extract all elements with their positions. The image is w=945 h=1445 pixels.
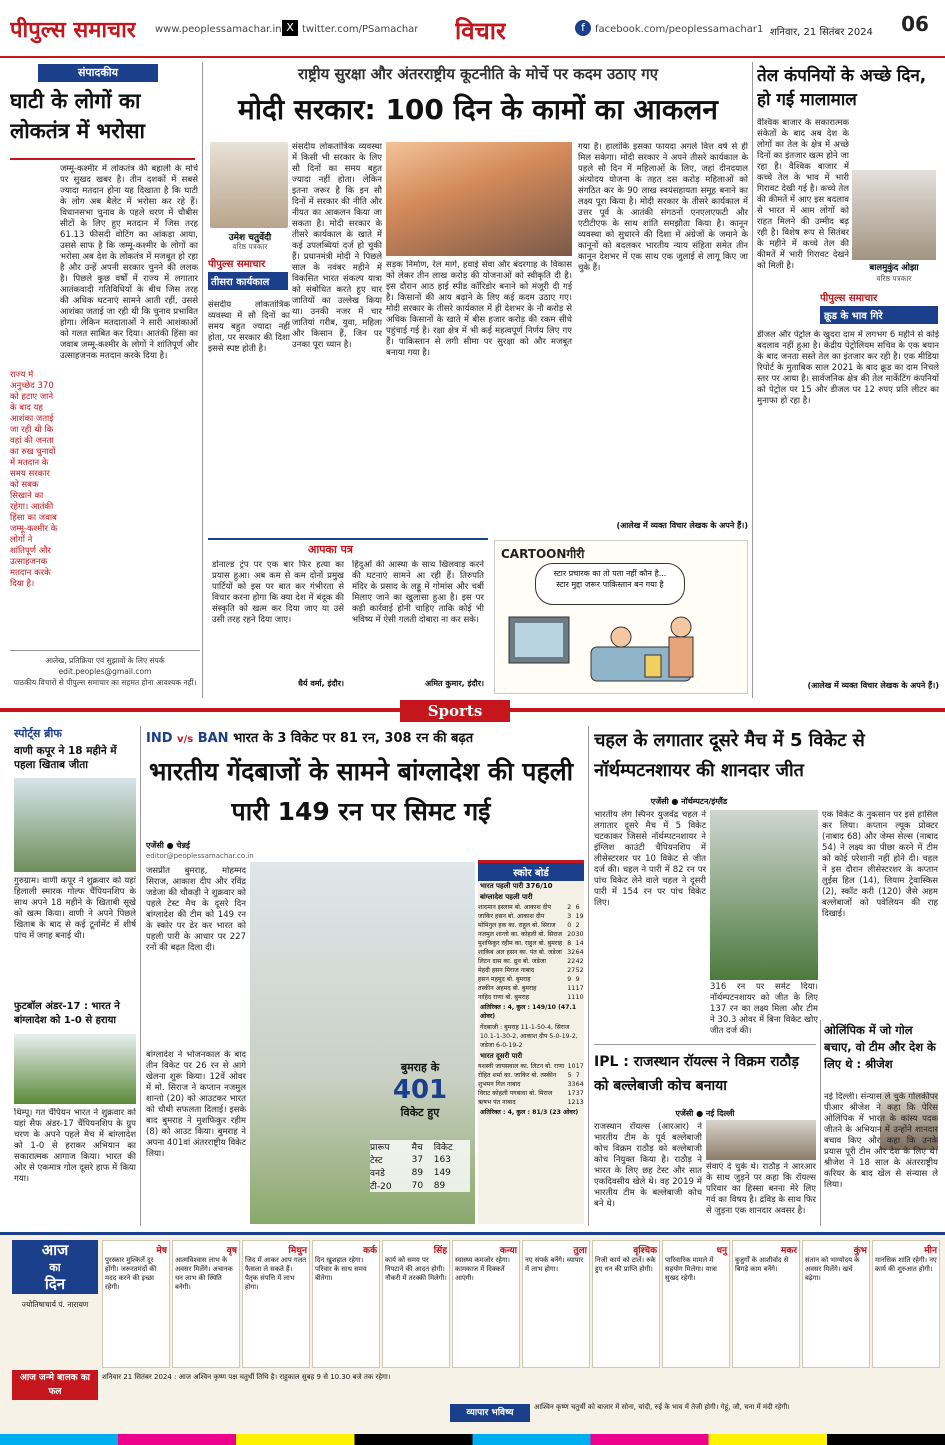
brief-2-headline: फुटबॉल अंडर-17 : भारत ने बांग्लादेश को 1-0 से हराया	[14, 1001, 120, 1026]
score-row	[478, 1071, 584, 1080]
scoreboard-table	[478, 903, 584, 1002]
score-cell: मेहदी हसन मिराज नाबाद	[478, 967, 535, 974]
score-cell: मोमिनुल हक का. राहुल बो. सिराज	[478, 922, 556, 929]
score-cell: 17	[575, 985, 584, 992]
sign-text: नए संपर्क बनेंगे। व्यापार में लाभ होगा।	[525, 1256, 584, 1273]
cartoon-drawing	[495, 607, 748, 693]
score-cell: नाहिद राणा बो. बुमराह	[478, 994, 530, 1001]
sign-name: मीन	[924, 1246, 937, 1256]
brief-1-body: गुरुग्राम। वाणी कपूर ने शुक्रवार को यहां हिलाली स्मारक गोल्फ चैंपियनशिप के साथ अपने 18 महीने के खिताबी सूखे को खत्म किया। वाणी ने अपने पिछले खिताब के बाद से कई टूर्नामेंट में शीर्ष पांच में जगह बनाई थी।	[14, 876, 136, 941]
score-cell: 64	[575, 1081, 584, 1088]
scoreboard-bowling: गेंदबाजी : बुमराह 11-1-50-4, सिराज 10.1-1-30-2, आकाश दीप 5-0-19-2, जडेजा 6-0-19-2	[480, 1024, 578, 1049]
facebook-handle[interactable]: facebook.com/peoplessamachar1	[595, 24, 764, 35]
score-cell: शुभमन गिल नाबाद	[478, 1081, 521, 1088]
rathour-body-2: सेवाएं दे चुके थे। राठौड़ ने आरआर के साथ जुड़ने पर कहा कि रॉयल्स परिवार का हिस्सा बनना मेरे लिए गर्व का विषय है। द्रविड़ के साथ फिर से जुड़ना एक शानदार अवसर है।	[706, 1162, 816, 1216]
bumrah-stats	[370, 1140, 470, 1192]
main-col1: संसदीय लोकतांत्रिक व्यवस्था में किसी भी सरकार के लिए सौ दिनों का समय बहुत ज्यादा नहीं होता। लेकिन इतना जरूर है कि इन सौ दिनों में सरकार की नीति और नीयत का आकलन किया जा सकता है। मोदी सरकार के तीसरे कार्यकाल के खाते में कई उपलब्धियां दर्ज हो चुकी हैं। प्रधानमंत्री मोदी ने पिछले साल के नवंबर महीने में विकसित भारत संकल्प यात्रा को संबोधित करते हुए चार जातियों का उल्लेख किया था। उनकी नजर में चार जातियां गरीब, युवा, महिला और किसान हैं, जिन पर उनका पूरा ध्यान है।	[292, 142, 382, 350]
score-cell: शादमान इस्लाम बो. आकाश दीप	[478, 904, 552, 911]
olympic-body: नई दिल्ली। संन्यास ले चुके गोलकीपर पीआर श्रीजेश ने कहा कि पेरिस ओलिंपिक में भारत के कांस्य पदक जीतने के अभियान में उन्होंने शानदार बचाव किए और कहा कि उनके प्रयास पूरी टीम और देश के लिए थे। श्रीजेश ने 18 साल के अंतरराष्ट्रीय करियर के बाद खेल से संन्यास ले लिया।	[824, 1092, 938, 1190]
score-cell: 8	[567, 940, 572, 947]
letters-title: आपका पत्र	[308, 543, 353, 556]
sign-name: कन्या	[499, 1246, 517, 1256]
twitter-handle[interactable]: twitter.com/PSamachar	[302, 24, 419, 35]
masthead	[0, 0, 945, 58]
score-row	[478, 966, 584, 975]
stats-cell: 89	[433, 1180, 446, 1191]
sign-text: स्वास्थ्य कमजोर रहेगा। कामकाज में दिक्कतें आएंगी।	[455, 1256, 510, 1282]
sign-text: कार्य को समय पर निपटाने की आदत होगी। नौकरी में तरक्की मिलेगी।	[385, 1256, 447, 1282]
sports-body-1: जसप्रीत बुमराह, मोहम्मद सिराज, आकाश दीप और रविंद्र जडेजा की चौकड़ी ने शुक्रवार को पहले टेस्ट मैच के दूसरे दिन बांग्लादेश की टीम को 149 रन के स्कोर पर ढेर कर भारत को पहली पारी के आधार पर 227 रनों की बढ़त दिला दी।	[146, 866, 246, 953]
main-byline: (आलेख में व्यक्त विचार लेखक के अपने हैं।)	[616, 521, 748, 530]
stats-cell: टी-20	[370, 1182, 392, 1192]
main-col2: सड़क निर्माण, रेल मार्ग, हवाई सेवा और बंदरगाह के विकास को लेकर तीन लाख करोड़ की योजनाओं को स्वीकृति दी है। इस दौरान आठ हाई स्पीड कॉरिडोर बनाने को मंजूरी दी गई है। किसानों की आय बढ़ाने के लिए कई कदम उठाए गए। मोदी सरकार के तीसरे कार्यकाल में ही देशभर के नौ करोड़ से अधिक किसानों के खाते में बीस हजार करोड़ की रकम सीधे पहुंचाई गई है। रक्षा क्षेत्र में भी कई महत्वपूर्ण निर्णय लिए गए हैं। पाकिस्तान से लगी सीमा पर सुरक्षा को और मजबूत बनाया गया है।	[386, 260, 572, 358]
sign-cell	[452, 1240, 520, 1368]
caption-bottom: विकेट हुए	[400, 1106, 440, 1119]
sign-cell	[592, 1240, 660, 1368]
score-row	[478, 984, 584, 993]
score-row	[478, 1089, 584, 1098]
stats-cell: विकेट	[433, 1143, 453, 1153]
sign-name: कुंभ	[853, 1246, 867, 1256]
editorial-footer	[10, 650, 200, 698]
stats-row	[370, 1166, 470, 1179]
score-cell: शाकिब अल हसन का. पंत बो. जडेजा	[478, 949, 562, 956]
chahal-headline: चहल के लगातार दूसरे मैच में 5 विकेट से नॉर्थम्पटनशायर की शानदार जीत	[594, 730, 865, 781]
sports-banner: Sports	[400, 700, 510, 722]
cartoon-bubble	[535, 563, 685, 605]
football-photo	[14, 1034, 136, 1104]
chahal-body-2: 316 रन पर समेट दिया। नॉर्थम्पटनशायर को जीत के लिए 137 रन का लक्ष्य मिला और टीम ने 30.3 ओवर में बिना विकेट खोए जीत दर्ज की।	[710, 982, 818, 1036]
editorial-headline: घाटी के लोगों का लोकतंत्र में भरोसा	[10, 89, 145, 143]
divider	[588, 726, 589, 1226]
sign-name: सिंह	[433, 1246, 447, 1256]
sign-text: बुजुर्गों के आशीर्वाद से बिगड़े काम बनेंगे।	[735, 1256, 789, 1273]
site-url[interactable]: www.peoplessamachar.in	[155, 24, 282, 35]
score-cell: 13	[575, 1099, 584, 1106]
score-cell: हसन महमूद बो. बुमराह	[478, 976, 531, 983]
sports-body-2: बांग्लादेश ने भोजनकाल के बाद तीन विकेट पर 26 रन से आगे खेलना शुरू किया। 12वें ओवर में मो. सिराज ने कप्तान नजमुल शान्तो (20) को आउटकर भारत को चौथी सफलता दिलाई। इसके बाद बुमराह ने मुशफिकुर रहीम (8) को आउट किया। बुमराह ने अपना 401वां अंतरराष्ट्रीय विकेट लिया।	[146, 1050, 246, 1159]
sign-cell	[662, 1240, 730, 1368]
sign-cell	[732, 1240, 800, 1368]
caption-number: 401	[392, 1075, 448, 1105]
score-row	[478, 948, 584, 957]
section-title: विचार	[455, 17, 506, 45]
sign-text: निजी कार्य को टालें। रुके हुए धन की प्राप्ति होगी।	[595, 1256, 656, 1273]
score-cell: 5	[567, 1072, 572, 1079]
page-number: 06	[901, 12, 929, 36]
cartoon-box	[494, 540, 748, 694]
woman-body	[669, 637, 693, 677]
title-word: का	[49, 1261, 61, 1274]
golfer-photo	[14, 778, 136, 872]
main-photo	[386, 142, 572, 256]
stats-cell: प्रारूप	[370, 1143, 390, 1153]
score-cell: 22	[567, 958, 576, 965]
score-cell: 10	[575, 994, 584, 1001]
score-cell: 14	[575, 940, 584, 947]
score-cell: 11	[567, 994, 576, 1001]
bubble-text-2: स्टार मुद्दा जरूर पाकिस्तान बन गया है	[556, 580, 664, 589]
sign-text: आत्मविश्वास लाभ के अवसर मिलेंगे। अचानक धन लाभ की स्थिति बनेगी।	[175, 1256, 233, 1291]
editorial-body: जम्मू-कश्मीर में लोकतंत्र की बहाली के मोर्चे पर सुखद खबर है। तीन दशकों में सबसे ज्यादा मतदान होना यह दिखाता है कि घाटी के लोग अब बैलेट में भरोसा कर रहे हैं। विधानसभा चुनाव के पहले चरण में चौबीस सीटों के लिए हुए मतदान में जिस तरह 61.13 फीसदी वोटिंग का आंकड़ा आया, उससे साफ है कि जम्मू-कश्मीर के लोगों का भरोसा अब देश के लोकतंत्र में मजबूत हो रहा है और उन्हें अपनी सरकार चुनने की ललक है। पिछले कुछ वर्षों में राज्य में लगातार आतंकवादी गतिविधियों के बीच जिस तरह की अधिक घटनाएं सामने आती रहीं, उससे आशंका जताई जा रही थी कि चुनाव प्रभावित होगा। लेकिन मतदाताओं ने सारी आशंकाओं को गलत साबित कर दिया। आतंकी हिंसा का जवाब जम्मू-कश्मीर के लोगों ने शांतिपूर्ण और उत्साहजनक मतदान करके दिया है।	[60, 164, 198, 361]
scoreboard-table	[478, 1062, 584, 1107]
sign-name: मेष	[156, 1246, 167, 1256]
oil-body-2: डीजल और पेट्रोल के खुदरा दाम में लगभग 6 महीने से कोई बदलाव नहीं हुआ है। केंद्रीय पेट्रोलियम सचिव के एक बयान के बाद जनता सस्ते तेल का इंतजार कर रही है। एक मीडिया रिपोर्ट के मुताबिक साल 2021 के बाद क्रूड का दाम निचले स्तर पर आया है। सार्वजनिक क्षेत्र की तेल मार्केटिंग कंपनियों को पेट्रोल पर 15 और डीजल पर 12 रुपए प्रति लीटर का मुनाफा हो रहा है।	[757, 330, 939, 406]
score-row	[478, 930, 584, 939]
scoreboard-title: स्कोर बोर्ड	[478, 863, 584, 881]
business-text: आश्विन कृष्ण चतुर्थी को बाजार में सोना, चांदी, रुई के भाव में तेजी होगी। गेहूं, जौ, चना में मंदी रहेगी।	[534, 1403, 790, 1411]
team-tag: BAN	[197, 731, 229, 746]
child	[645, 655, 661, 677]
stats-cell: वनडे	[370, 1169, 385, 1179]
score-cell: ऋषभ पंत नाबाद	[478, 1099, 516, 1106]
score-cell: 20	[567, 931, 576, 938]
scoreboard-team: भारत पहली पारी 376/10	[480, 882, 553, 890]
sign-text: दिन खुशहाल रहेगा। परिवार के साथ समय बीतेगा।	[315, 1256, 367, 1282]
letter-2: हिंदुओं की आस्था के साथ खिलवाड़ करने की घटनाएं सामने आ रही हैं। तिरुपति मंदिर के प्रसाद के लड्डू में गोमांस और चर्बी मिलाए जाने का खुलासा हुआ है। इस पर कड़ी कार्रवाई होनी चाहिए ताकि कोई भी भविष्य में ऐसी गलती दोबारा ना कर सके।	[352, 560, 484, 625]
score-row	[478, 993, 584, 1002]
divider	[752, 62, 753, 698]
chahal-body: भारतीय लेग स्पिनर युजवेंद्र चहल ने लगातार दूसरे मैच में 5 विकेट चटकाकर जिससे नॉर्थम्पटनशायर ने इंग्लिश काउंटी चैंपियनशिप में लीसेस्टरशर पर 10 विकेट से जीत दर्ज की। चहल ने पारी में 82 रन पर पांच विकेट लेने वाले चहल ने दूसरी पारी में 154 रन पर पांच विकेट लिए।	[594, 810, 706, 908]
score-cell: 2	[575, 922, 580, 929]
sign-name: मिथुन	[288, 1246, 307, 1256]
scoreboard-extras: अतिरिक्त : 4, कुल : 81/3 (23 ओवर)	[480, 1109, 579, 1116]
sign-text: पारिवारिक मामले में सहयोग मिलेगा। यात्रा सुखद रहेगी।	[665, 1256, 717, 1282]
score-cell: 33	[567, 1081, 576, 1088]
series-title: क्रूड के भाव गिरे	[820, 306, 938, 324]
sign-text: मानसिक शांति रहेगी। नए कार्य की शुरुआत होगी।	[875, 1256, 937, 1273]
woman-head	[671, 617, 691, 637]
title-word: दिन	[44, 1275, 66, 1293]
score-row	[478, 1098, 584, 1107]
score-cell: रोहित शर्मा का. जाकिर बो. तस्कीन	[478, 1072, 557, 1079]
sign-name: वृष	[226, 1246, 237, 1256]
scoreboard	[478, 860, 584, 1224]
twitter-icon: X	[282, 20, 298, 36]
score-row	[478, 975, 584, 984]
score-cell: 9	[575, 976, 580, 983]
series-box	[208, 256, 288, 292]
score-cell: लिटन दास का. ध्रुव बो. जडेजा	[478, 958, 547, 965]
brief-label: स्पोर्ट्स ब्रीफ	[14, 727, 62, 740]
oil-headline: तेल कंपनियों के अच्छे दिन, हो गई मालामाल	[757, 66, 927, 110]
chahal-body-right: एक विकेट के नुकसान पर इसे हासिल कर लिया। कप्तान ल्यूक प्रोक्टर (नाबाद 68) और जेम्स सेल्स (नाबाद 54) ने लक्ष्य का पीछा करने में टीम को कोई परेशानी नहीं होने दी। चहल ने इस दौरान लीसेस्टरशर के कप्तान लुईस हिल (14), लियाम ट्रेवास्किस (2), स्कॉट करी (120) जैसे अहम बल्लेबाजों को पवेलियन की राह दिखाई।	[822, 810, 938, 919]
divider	[820, 1020, 821, 1226]
sign-name: धनु	[716, 1246, 727, 1256]
score-cell: 0	[567, 922, 572, 929]
editorial-kicker: संपादकीय	[38, 64, 158, 82]
tv-screen	[515, 623, 563, 657]
author-photo	[210, 142, 288, 228]
score-cell: विराट कोहली पगबाधा बो. मिराज	[478, 1090, 553, 1097]
letters-box	[208, 538, 488, 694]
title-word: आज	[41, 1241, 69, 1259]
sign-name: मकर	[781, 1246, 797, 1256]
score-row	[478, 1062, 584, 1071]
sports-dateline: एजेंसी ● चेन्नई	[146, 841, 190, 850]
series-brand: पीपुल्स समाचार	[820, 293, 878, 304]
oil-author-role: वरिष्ठ पत्रकार	[876, 274, 912, 283]
divider	[140, 726, 141, 1226]
baby-label: आज जन्मे बालक का फल	[12, 1370, 98, 1400]
sign-name: वृश्चिक	[633, 1246, 657, 1256]
man-head	[611, 627, 631, 647]
brand-logo: पीपुल्स समाचार	[10, 18, 136, 43]
sign-cell	[382, 1240, 450, 1368]
oil-body: वैश्विक बाजार के सकारात्मक संकेतों के बाद अब देश के लोगों का तेल के क्षेत्र में अच्छे दिनों का इंतजार खत्म होने जा रहा है। वैश्विक बाजार में कच्चे तेल के भाव में भारी गिरावट देखी गई है। कच्चे तेल की कीमतें में आए इस बदलाव से भारत में आम लोगों को राहत मिलने की उम्मीद बढ़ रही है। विशेष रूप से सितंबर के महीने में कच्चे तेल की कीमतें में भारी गिरावट देखने को मिली है।	[757, 118, 849, 271]
cartoon-title: CARTOONगीरी	[501, 547, 585, 561]
score-cell: 7	[575, 1072, 580, 1079]
score-cell: 11	[567, 985, 576, 992]
main-headline: मोदी सरकार: 100 दिन के कामों का आकलन	[238, 93, 718, 126]
bubble-text-1: स्टार प्रचारक का तो पता नहीं कौन है...	[553, 569, 667, 578]
sign-text: जिद में आकर आप गलत फैसला ले सकते हैं। पैतृक संपत्ति में लाभ होगा।	[245, 1256, 307, 1291]
sign-cell	[172, 1240, 240, 1368]
footer-disclaimer: पाठकीय विचारों से पीपुल्स समाचार का सहमत होना आवश्यक नहीं।	[13, 678, 197, 687]
stats-cell: 37	[411, 1154, 424, 1165]
color-bar	[0, 1434, 945, 1445]
score-row	[478, 957, 584, 966]
score-cell: 17	[575, 1063, 584, 1070]
sign-cell	[522, 1240, 590, 1368]
main-col3: गया है। हालांकि इसका फायदा अगले वित्त वर्ष से ही मिल सकेगा। मोदी सरकार ने अपने तीसरे कार्यकाल के पहले सौ दिन में महिलाओं के लिए, जहां दीनदयाल अंत्योदय योजना के तहत दस करोड़ महिलाओं को संगठित कर के 90 लाख स्वयंसहायता समूह बनाने का लक्ष्य पूरा किया है। मोदी सरकार के तीसरे कार्यकाल में उत्तर पूर्व के आतंकी संगठनों एनएलएफटी और एटीटीएफ के साथ शांति समझौता किया है। कानून व्यवस्था को सुधारने की दिशा में अंग्रेजों के जमाने के कानूनों को बदलकर भारतीय न्याय संहिता समेत तीन कानून देशभर में एक साथ एक जुलाई से लागू किए जा चुके हैं।	[578, 142, 748, 273]
divider	[10, 158, 195, 160]
series-brand: पीपुल्स समाचार	[208, 259, 266, 270]
series-title: तीसरा कार्यकाल	[208, 272, 288, 290]
stats-cell: 149	[433, 1167, 451, 1178]
main-overline: राष्ट्रीय सुरक्षा और अंतरराष्ट्रीय कूटनीति के मोर्चे पर कदम उठाए गए	[297, 65, 659, 83]
chahal-dateline: एजेंसी ● नॉर्थम्पटन/इंग्लैंड	[650, 797, 728, 806]
vs-tag: v/s	[177, 734, 194, 745]
olympic-headline: ओलिंपिक में जो गोल बचाए, वो टीम और देश के लिए थे : श्रीजेश	[824, 1023, 936, 1071]
score-cell: 3	[567, 913, 572, 920]
author-role: वरिष्ठ पत्रकार	[232, 242, 268, 251]
score-cell: 2	[567, 904, 572, 911]
score-cell: 6	[575, 904, 580, 911]
sign-text: पुरस्कार मुश्किलें दूर होंगी। जरूरतमंदों की मदद करने की इच्छा रहेगी।	[105, 1256, 157, 1291]
business-label: व्यापार भविष्य	[450, 1404, 530, 1422]
score-cell: 42	[575, 958, 584, 965]
team-tag: IND	[146, 731, 173, 746]
brief-2-body: थिम्पू। गत चैंपियन भारत ने शुक्रवार को यहां सैफ अंडर-17 चैंपियनशिप के ग्रुप चरण के अपने पहले मैच में बांग्लादेश को 1-0 से हराकर अभियान का सकारात्मक आगाज किया। भारत की ओर से एकमात्र गोल दूसरे हाफ में किया गया।	[14, 1108, 136, 1184]
letter-1-sign: धैर्य वर्मा, इंदौर।	[297, 679, 344, 688]
author-name: उमेश चतुर्वेदी	[228, 233, 272, 243]
sign-name: तुला	[573, 1246, 587, 1256]
horoscope-title	[12, 1240, 98, 1294]
stats-row	[370, 1153, 470, 1166]
stats-header	[370, 1140, 470, 1153]
issue-date: शनिवार, 21 सितंबर 2024	[770, 27, 873, 38]
score-cell: 64	[575, 949, 584, 956]
score-cell: 12	[567, 1099, 576, 1106]
photo-caption	[370, 1060, 470, 1120]
match-line	[146, 728, 576, 748]
caption-top: बुमराह के	[400, 1061, 440, 1074]
rathour-body: राजस्थान रॉयल्स (आरआर) ने भारतीय टीम के पूर्व बल्लेबाजी कोच विक्रम राठौड़ को बल्लेबाजी कोच नियुक्त किया है। राठौड़ ने भारत के लिए छह टेस्ट और सात एकदिवसीय खेले थे। वह 2019 में भारतीय टीम के बल्लेबाजी कोच बने थे।	[594, 1122, 702, 1209]
sign-cell	[802, 1240, 870, 1368]
sign-name: कर्क	[363, 1246, 377, 1256]
rathour-dateline: एजेंसी ● नई दिल्ली	[675, 1109, 735, 1118]
score-row	[478, 912, 584, 921]
footer-line: आलेख, प्रतिक्रिया एवं सुझावों के लिए संपर्क	[45, 656, 165, 665]
score-cell: 27	[567, 967, 576, 974]
score-row	[478, 903, 584, 912]
rathour-photo	[706, 1120, 816, 1160]
scoreboard-extras: अतिरिक्त : 4, कुल : 149/10 (47.1 ओवर)	[480, 1004, 577, 1020]
oil-author-name: बालमुकुंद ओझा	[869, 263, 919, 273]
score-cell: 19	[575, 913, 584, 920]
divider	[202, 62, 203, 698]
stats-cell: टेस्ट	[370, 1156, 383, 1166]
footer-email[interactable]: edit.peoples@gmail.com	[58, 667, 152, 676]
oil-byline: (आलेख में व्यक्त विचार लेखक के अपने हैं।)	[807, 681, 939, 690]
scoreboard-team: भारत दूसरी पारी	[480, 1052, 523, 1060]
divider	[594, 1044, 816, 1045]
rathour-headline: IPL : राजस्थान रॉयल्स ने विक्रम राठौड़ को बल्लेबाजी कोच बनाया	[594, 1054, 799, 1094]
score-cell: 37	[575, 1090, 584, 1097]
score-cell: 52	[575, 967, 584, 974]
main-col1-bottom: संसदीय लोकतांत्रिक व्यवस्था में सौ दिनों का समय बहुत ज्यादा नहीं होता, पर सरकार की दिशा इससे स्पष्ट होती है।	[208, 300, 290, 354]
sports-email[interactable]: editor@peoplessamachar.co.in	[146, 852, 254, 860]
editorial-pullquote: राज्य में अनुच्छेद 370 को हटाए जाने के बाद यह आशंका जताई जा रही थी कि वहां की जनता का रुख चुनावों में मतदान के समय सरकार को सबक सिखाने का रहेगा। आतंकी हिंसा का जवाब जम्मू-कश्मीर के लोगों ने शांतिपूर्ण और उत्साहजनक मतदान करके दिया है।	[10, 370, 58, 589]
sign-grid	[102, 1240, 940, 1368]
brief-1-headline: वाणी कपूर ने 18 महीने में पहला खिताब जीता	[14, 745, 117, 771]
letter-1: डोनाल्ड ट्रंप पर एक बार फिर हत्या का प्रयास हुआ। अब कम से कम दोनों प्रमुख पार्टियों को इस पर बात कर गंभीरता से विचार करना होगा कि क्या देश में बंदूक की संस्कृति को खत्म कर दिया जाए या उसे उसी तरह रहने दिया जाए।	[212, 560, 344, 625]
scoreboard-team: बांग्लादेश पहली पारी	[480, 893, 533, 901]
score-cell: 9	[567, 976, 572, 983]
panchang: शनिवार 21 सितंबर 2024 : आज अश्विन कृष्ण पक्ष चतुर्थी तिथि है। राहुकाल सुबह 9 से 10.30 बजे तक रहेगा।	[102, 1373, 391, 1381]
score-cell: 17	[567, 1090, 576, 1097]
stats-cell: 70	[411, 1180, 424, 1191]
sign-text: संतान को भाग्योदय के अवसर मिलेंगे। खर्च बढ़ेगा।	[805, 1256, 860, 1282]
oil-series-box	[820, 290, 938, 326]
score-cell: यशस्वी जायसवाल का. लिटन बो. राणा	[478, 1063, 565, 1070]
letter-2-sign: अमित कुमार, इंदौर।	[425, 679, 484, 688]
score-cell: 10	[567, 1063, 576, 1070]
score-cell: मुशफिकुर रहीम का. राहुल बो. बुमराह	[478, 940, 563, 947]
stats-cell: 89	[411, 1167, 424, 1178]
sign-cell	[312, 1240, 380, 1368]
facebook-icon: f	[575, 20, 591, 36]
sign-cell	[102, 1240, 170, 1368]
stats-row	[370, 1179, 470, 1192]
chahal-photo	[710, 810, 818, 980]
astrologer-name: ज्योतिषाचार्य पं. नारायण	[21, 1300, 89, 1309]
stats-cell: मैच	[411, 1143, 423, 1153]
score-cell: तस्कीन अहमद बो. बुमराह	[478, 985, 537, 992]
match-summary: भारत के 3 विकेट पर 81 रन, 308 रन की बढ़त	[233, 731, 474, 746]
score-cell: जाकिर हसन बो. आकाश दीप	[478, 913, 545, 920]
sign-cell	[872, 1240, 940, 1368]
score-cell: 30	[575, 931, 584, 938]
stats-cell: 163	[433, 1154, 451, 1165]
oil-author-photo	[852, 170, 936, 260]
sports-headline: भारतीय गेंदबाजों के सामने बांग्लादेश की पहली पारी 149 रन पर सिमट गई	[148, 757, 574, 826]
score-cell: नजमुल शान्तो का. कोहली बो. सिराज	[478, 931, 562, 938]
score-row	[478, 939, 584, 948]
score-cell: 32	[567, 949, 576, 956]
score-row	[478, 1080, 584, 1089]
score-row	[478, 921, 584, 930]
sign-cell	[242, 1240, 310, 1368]
